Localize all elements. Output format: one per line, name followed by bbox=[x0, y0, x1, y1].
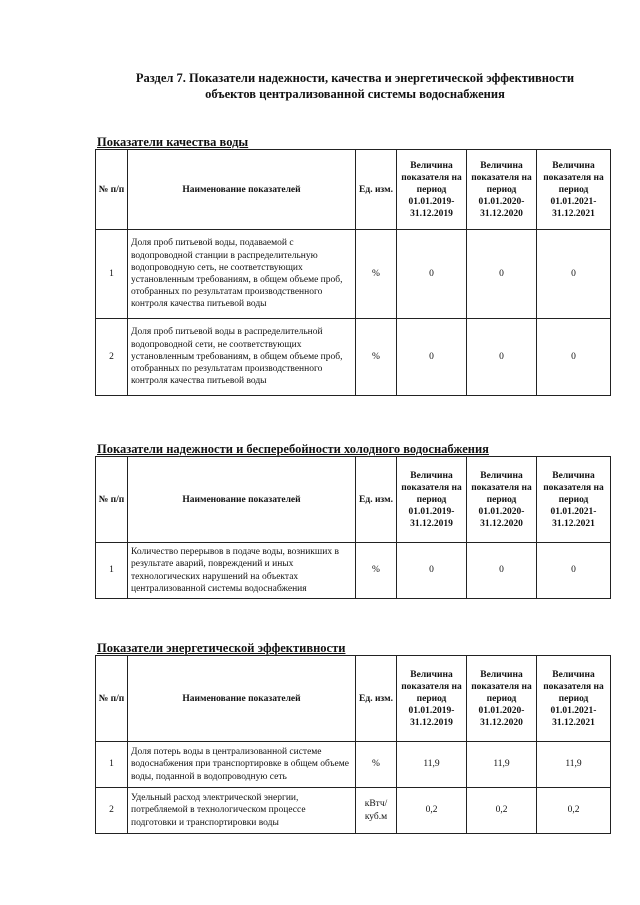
row-value-2020: 0 bbox=[467, 319, 537, 396]
row-value-2019: 0 bbox=[397, 230, 467, 319]
header-period-2020: Величина показателя на период 01.01.2020-31.12.2020 bbox=[467, 457, 537, 543]
reliability-table bbox=[95, 456, 611, 599]
table-row bbox=[96, 543, 611, 599]
row-unit: кВтч/ куб.м bbox=[356, 788, 397, 834]
header-row bbox=[96, 150, 611, 230]
row-value-2021: 11,9 bbox=[537, 742, 611, 788]
table-row bbox=[96, 742, 611, 788]
header-unit: Ед. изм. bbox=[356, 457, 397, 543]
row-num: 1 bbox=[96, 543, 128, 599]
page-title bbox=[95, 70, 615, 102]
table-row bbox=[96, 319, 611, 396]
header-period-2021: Величина показателя на период 01.01.2021-31.12.2021 bbox=[537, 656, 611, 742]
energy-section-title: Показатели энергетической эффективности bbox=[97, 641, 346, 655]
row-value-2021: 0 bbox=[537, 319, 611, 396]
row-name: Доля потерь воды в централизованной системе водоснабжения при транспортировке в общем объеме воды, поданной в водопроводную сеть bbox=[128, 742, 356, 788]
quality-table bbox=[95, 149, 611, 396]
reliability-section-title: Показатели надежности и бесперебойности холодного водоснабжения bbox=[97, 442, 489, 456]
row-value-2020: 11,9 bbox=[467, 742, 537, 788]
header-period-2021: Величина показателя на период 01.01.2021-31.12.2021 bbox=[537, 457, 611, 543]
row-value-2020: 0 bbox=[467, 230, 537, 319]
energy-table bbox=[95, 655, 611, 834]
header-name: Наименование показателей bbox=[128, 656, 356, 742]
energy-section bbox=[95, 641, 610, 834]
header-name: Наименование показателей bbox=[128, 150, 356, 230]
row-value-2019: 0 bbox=[397, 319, 467, 396]
row-name: Доля проб питьевой воды в распределительной водопроводной сети, не соответствующих установленным требованиям, в общем объеме проб, отобранных по результатам производственного контроля качества питьевой воды bbox=[128, 319, 356, 396]
header-period-2019: Величина показателя на период 01.01.2019-31.12.2019 bbox=[397, 656, 467, 742]
reliability-section bbox=[95, 442, 610, 599]
header-num: № п/п bbox=[96, 656, 128, 742]
row-value-2021: 0 bbox=[537, 230, 611, 319]
header-name: Наименование показателей bbox=[128, 457, 356, 543]
row-value-2019: 0,2 bbox=[397, 788, 467, 834]
header-unit: Ед. изм. bbox=[356, 150, 397, 230]
header-row bbox=[96, 656, 611, 742]
row-unit: % bbox=[356, 543, 397, 599]
row-unit: % bbox=[356, 742, 397, 788]
row-value-2020: 0 bbox=[467, 543, 537, 599]
row-value-2019: 0 bbox=[397, 543, 467, 599]
header-period-2019: Величина показателя на период 01.01.2019-31.12.2019 bbox=[397, 150, 467, 230]
row-num: 1 bbox=[96, 230, 128, 319]
header-row bbox=[96, 457, 611, 543]
quality-section bbox=[95, 135, 610, 396]
row-name: Количество перерывов в подаче воды, возникших в результате аварий, повреждений и иных технологических нарушений на объектах централизованной системы водоснабжения bbox=[128, 543, 356, 599]
row-num: 2 bbox=[96, 319, 128, 396]
row-value-2020: 0,2 bbox=[467, 788, 537, 834]
row-num: 2 bbox=[96, 788, 128, 834]
header-unit: Ед. изм. bbox=[356, 656, 397, 742]
header-num: № п/п bbox=[96, 457, 128, 543]
table-row bbox=[96, 788, 611, 834]
quality-section-title: Показатели качества воды bbox=[97, 135, 249, 149]
row-value-2021: 0 bbox=[537, 543, 611, 599]
header-period-2019: Величина показателя на период 01.01.2019-31.12.2019 bbox=[397, 457, 467, 543]
row-unit: % bbox=[356, 230, 397, 319]
header-period-2021: Величина показателя на период 01.01.2021-31.12.2021 bbox=[537, 150, 611, 230]
table-row bbox=[96, 230, 611, 319]
row-name: Доля проб питьевой воды, подаваемой с водопроводной станции в распределительную водопроводную сеть, не соответствующих установленным требованиям, в общем объеме проб, отобранных по результатам производственного контроля качества питьевой воды bbox=[128, 230, 356, 319]
row-unit: % bbox=[356, 319, 397, 396]
row-value-2019: 11,9 bbox=[397, 742, 467, 788]
page-title-line-2: объектов централизованной системы водоснабжения bbox=[205, 87, 505, 101]
row-num: 1 bbox=[96, 742, 128, 788]
row-value-2021: 0,2 bbox=[537, 788, 611, 834]
header-period-2020: Величина показателя на период 01.01.2020-31.12.2020 bbox=[467, 150, 537, 230]
header-num: № п/п bbox=[96, 150, 128, 230]
row-name: Удельный расход электрической энергии, потребляемой в технологическом процессе подготовки и транспортировки воды bbox=[128, 788, 356, 834]
header-period-2020: Величина показателя на период 01.01.2020-31.12.2020 bbox=[467, 656, 537, 742]
page-title-line-1: Раздел 7. Показатели надежности, качества и энергетической эффективности bbox=[135, 71, 575, 85]
